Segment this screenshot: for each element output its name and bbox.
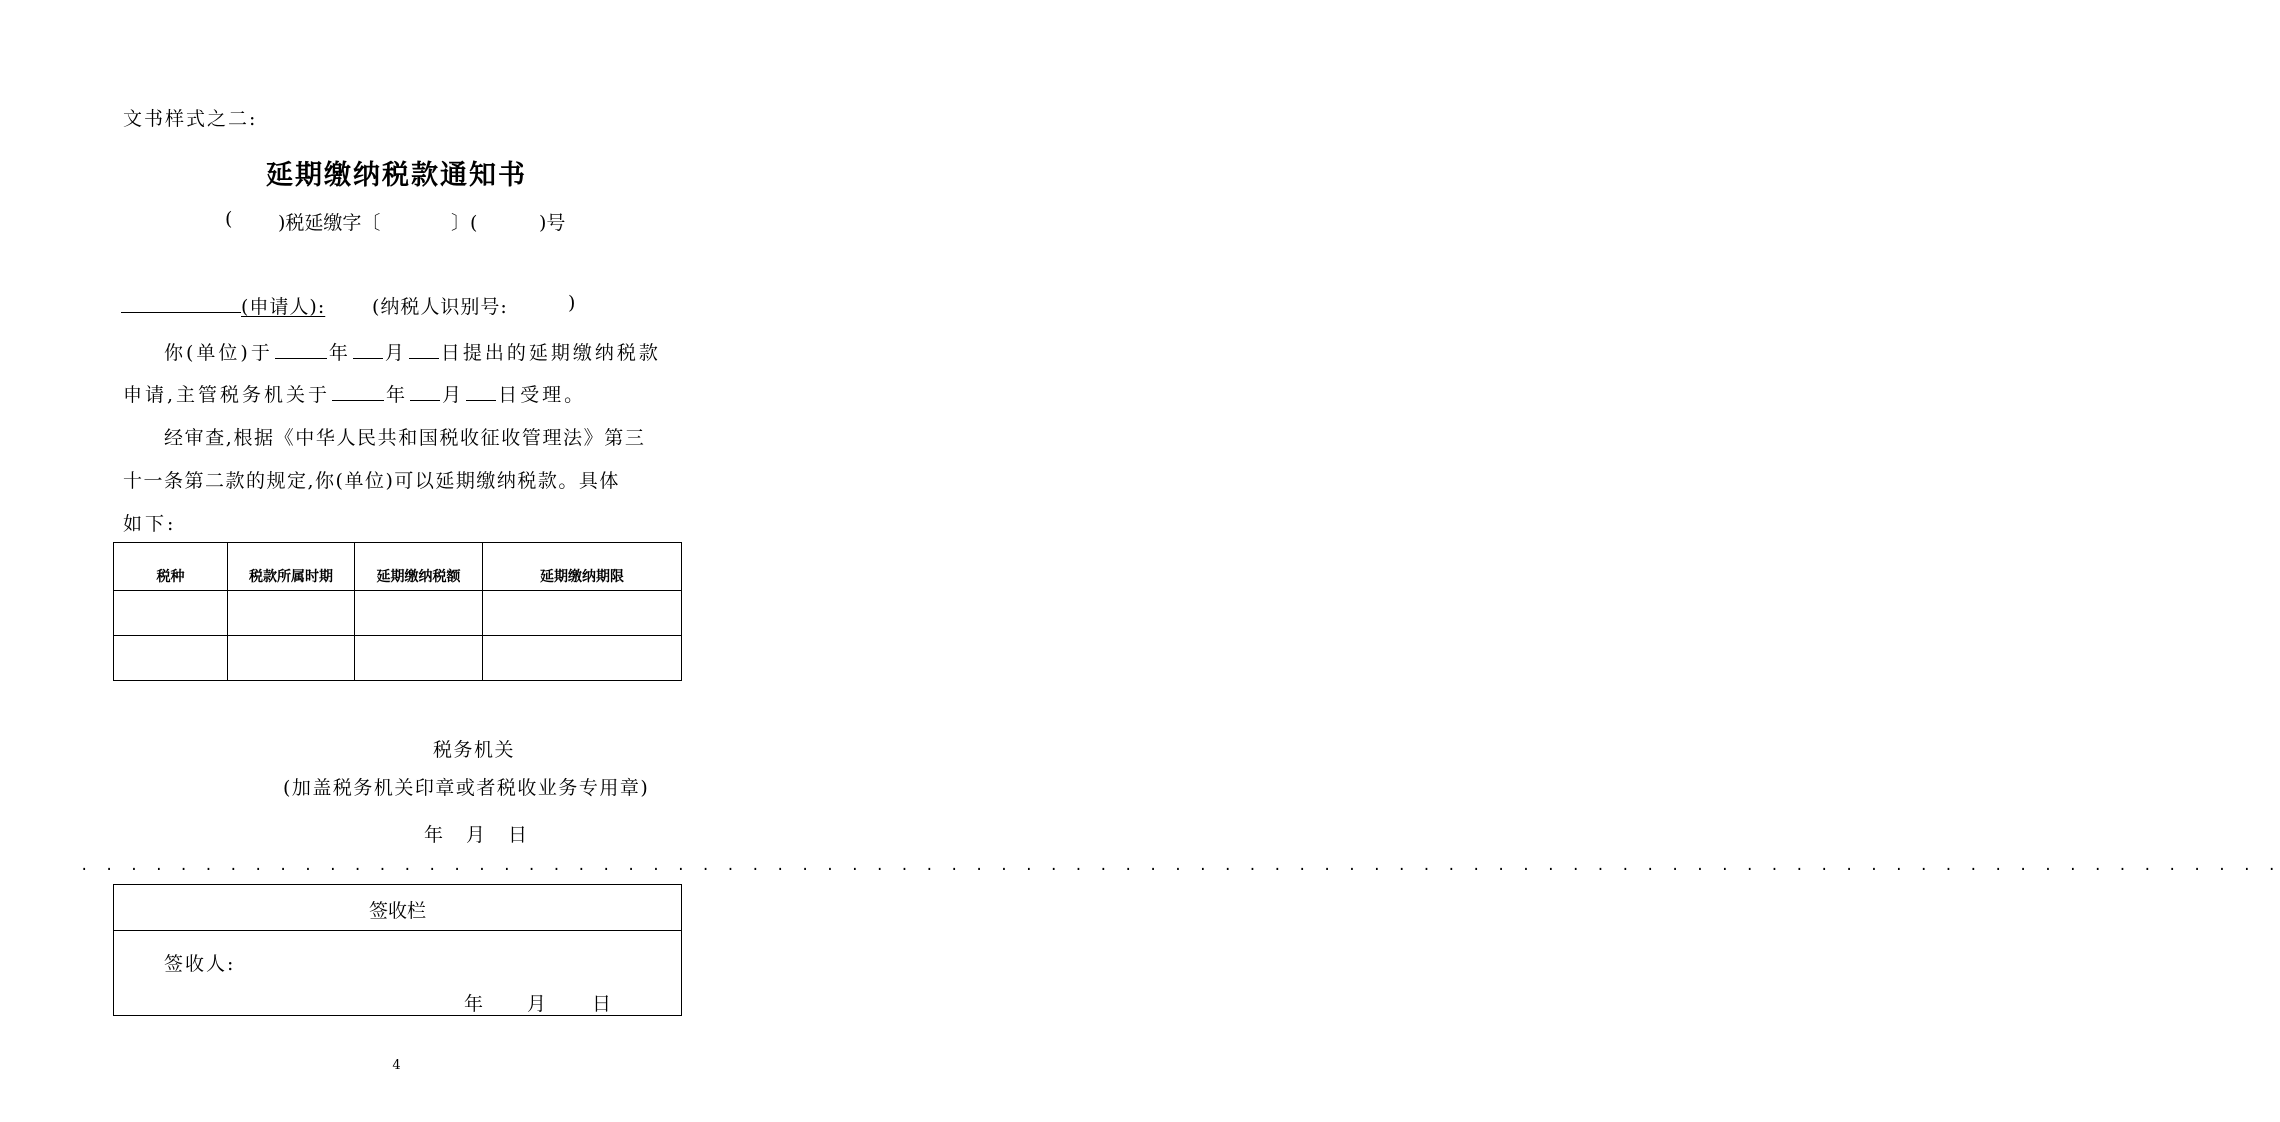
accept-year-blank[interactable] [332, 382, 384, 401]
document-number [225, 208, 585, 232]
authority-month: 月 [466, 824, 489, 846]
deferral-details-table [113, 542, 682, 681]
table-row [114, 591, 682, 636]
receipt-day: 日 [592, 993, 615, 1015]
template-label: 文书样式之二: [123, 108, 258, 130]
applicant-label: (申请人): [241, 296, 326, 318]
taxpayer-id-label: (纳税人识别号: [372, 296, 508, 318]
table-cell[interactable] [355, 636, 483, 681]
table-header-row [114, 543, 682, 591]
p1-month: 月 [384, 342, 407, 364]
docno-suffix: )号 [539, 212, 566, 234]
authority-year: 年 [424, 824, 447, 846]
paragraph-2-line-1: 经审查,根据《中华人民共和国税收征收管理法》第三 [164, 427, 646, 449]
document-title: 延期缴纳税款通知书 [266, 160, 527, 191]
receipt-title: 签收栏 [114, 885, 681, 931]
table-cell[interactable] [355, 591, 483, 636]
receipt-year: 年 [464, 993, 487, 1015]
p1-year: 年 [328, 342, 351, 364]
authority-day: 日 [508, 824, 531, 846]
column-header-tax-type: 税种 [114, 543, 228, 591]
apply-month-blank[interactable] [353, 340, 383, 359]
p1-month2: 月 [442, 384, 465, 406]
apply-day-blank[interactable] [409, 340, 439, 359]
accept-day-blank[interactable] [466, 382, 496, 401]
p1-text-b: 日提出的延期缴纳税款 [440, 342, 661, 364]
docno-open-paren: ( [225, 208, 233, 230]
column-header-tax-period: 税款所属时期 [228, 543, 355, 591]
taxpayer-id-close: ) [568, 292, 579, 314]
column-header-deferral-deadline: 延期缴纳期限 [483, 543, 682, 591]
paragraph-2-line-3: 如下: [123, 513, 177, 535]
paragraph-1-line-1 [164, 338, 661, 365]
tax-authority-label: 税务机关 [433, 739, 516, 761]
p1-text-c: 申请,主管税务机关于 [123, 384, 331, 406]
p1-text-d: 日受理。 [498, 384, 587, 406]
table-row [114, 636, 682, 681]
paragraph-2-line-2: 十一条第二款的规定,你(单位)可以延期缴纳税款。具体 [123, 470, 620, 492]
table-cell[interactable] [114, 636, 228, 681]
receipt-section [113, 884, 682, 1016]
applicant-name-blank[interactable] [121, 294, 241, 313]
table-cell[interactable] [228, 591, 355, 636]
page-number: 4 [392, 1058, 401, 1073]
docno-prefix: )税延缴字〔 [278, 212, 381, 234]
table-cell[interactable] [114, 591, 228, 636]
paragraph-1-line-2 [123, 380, 586, 407]
signer-label: 签收人: [164, 953, 236, 975]
table-cell[interactable] [483, 636, 682, 681]
receipt-month: 月 [527, 993, 550, 1015]
table-cell[interactable] [483, 591, 682, 636]
docno-year-close: 〕( [451, 212, 478, 234]
column-header-deferred-amount: 延期缴纳税额 [355, 543, 483, 591]
applicant-line [121, 292, 325, 319]
p1-text-a: 你(单位)于 [164, 342, 273, 364]
accept-month-blank[interactable] [410, 382, 440, 401]
apply-year-blank[interactable] [275, 340, 327, 359]
p1-year2: 年 [386, 384, 409, 406]
table-cell[interactable] [228, 636, 355, 681]
seal-note: (加盖税务机关印章或者税收业务专用章) [283, 777, 650, 799]
cut-line-divider: . . . . . . . . . . . . . . . . . . . . . . . . . . . . . . . . . . . . . . . . . . . . . . . . . . . . . . . . . . . . . . . . . . . . . . . . . . . . . . . . . . . . . . . . . [80, 858, 2280, 874]
